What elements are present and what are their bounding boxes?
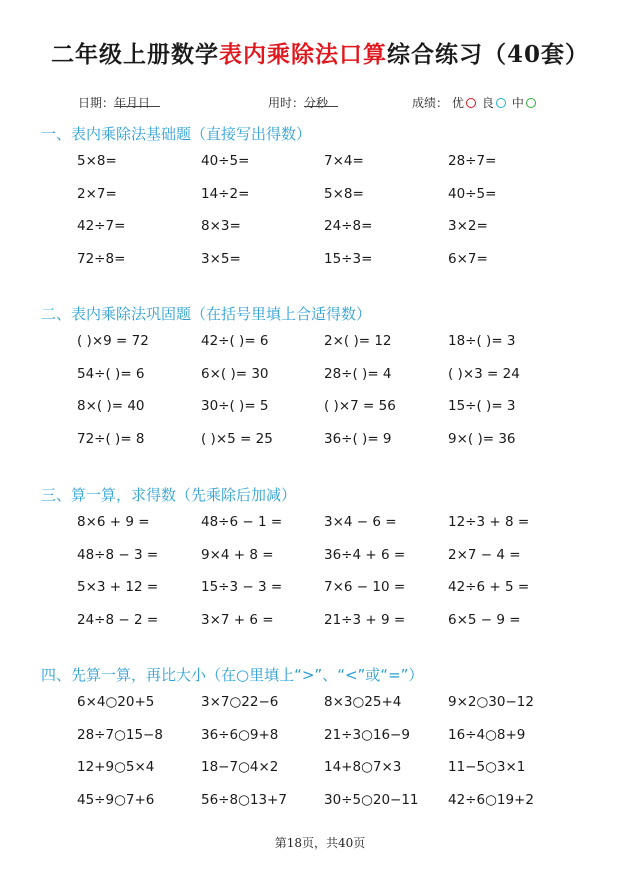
math-problem: 16÷4○8+9	[448, 726, 526, 743]
math-problem: 9×( )= 36	[448, 430, 516, 447]
problem-row	[0, 547, 640, 569]
math-problem: 12+9○5×4	[77, 759, 155, 775]
math-problem: 42÷6○19+2	[448, 791, 534, 808]
problem-row	[0, 431, 640, 453]
math-problem: 72÷8=	[77, 250, 126, 267]
math-problem: 2×( )= 12	[324, 333, 392, 349]
day-blank[interactable]	[138, 94, 160, 107]
math-problem: 2×7 − 4 =	[448, 546, 521, 563]
math-problem: ( )×3 = 24	[448, 365, 520, 382]
math-problem: 48÷8 − 3 =	[77, 546, 159, 563]
section-title: 三、算一算，求得数（先乘除后加减）	[41, 486, 297, 504]
title-part-3: 综合练习（40套）	[386, 41, 589, 68]
problem-row	[0, 366, 640, 388]
math-problem: 15÷3 − 3 =	[201, 579, 283, 595]
math-problem: 8×6 + 9 =	[77, 514, 150, 530]
grade-label: 良	[481, 96, 494, 110]
math-problem: 6×4○20+5	[77, 694, 155, 710]
year-label: 年	[114, 96, 127, 110]
math-problem: 18÷( )= 3	[448, 333, 516, 349]
math-problem: 15÷( )= 3	[448, 398, 516, 414]
math-problem: 36÷( )= 9	[324, 430, 392, 447]
math-problem: 2×7=	[77, 185, 117, 202]
math-problem: 7×6 − 10 =	[324, 579, 406, 595]
section-title: 二、表内乘除法巩固题（在括号里填上合适得数）	[41, 305, 372, 323]
problem-row	[0, 186, 640, 208]
math-problem: 12÷3 + 8 =	[448, 514, 530, 530]
problem-row	[0, 759, 640, 781]
math-problem: 28÷( )= 4	[324, 365, 392, 382]
grade-option[interactable]	[452, 96, 476, 110]
second-blank[interactable]	[316, 94, 338, 107]
problem-row	[0, 251, 640, 273]
math-problem: 56÷8○13+7	[201, 791, 287, 808]
math-problem: 45÷9○7+6	[77, 791, 155, 808]
page-number: 第18页，共40页	[274, 836, 366, 850]
grade-label: 优	[451, 96, 464, 110]
math-problem: 8×( )= 40	[77, 398, 145, 414]
math-problem: 8×3○25+4	[324, 694, 402, 710]
grade-option[interactable]	[482, 96, 506, 110]
section-title: 一、表内乘除法基础题（直接写出得数）	[41, 125, 312, 143]
math-problem: 48÷6 − 1 =	[201, 514, 283, 530]
problem-row	[0, 727, 640, 749]
grade-options	[452, 96, 542, 110]
math-problem: 3×4 − 6 =	[324, 514, 397, 530]
score-field	[412, 94, 542, 111]
math-problem: 9×4 + 8 =	[201, 546, 274, 563]
math-problem: 5×8=	[324, 185, 364, 202]
math-problem: 5×8=	[77, 153, 117, 169]
math-problem: 36÷4 + 6 =	[324, 546, 406, 563]
math-problem: 14+8○7×3	[324, 759, 402, 775]
math-problem: 42÷7=	[77, 218, 126, 234]
math-problem: ( )×5 = 25	[201, 430, 273, 447]
math-problem: 21÷3○16−9	[324, 726, 410, 743]
grade-circle-icon[interactable]	[526, 98, 536, 108]
math-problem: 42÷6 + 5 =	[448, 579, 530, 595]
math-problem: 3×7○22−6	[201, 694, 279, 710]
math-problem: 15÷3=	[324, 250, 373, 267]
math-problem: 28÷7=	[448, 153, 497, 169]
grade-circle-icon[interactable]	[466, 98, 476, 108]
math-problem: 7×4=	[324, 153, 364, 169]
math-problem: ( )×7 = 56	[324, 398, 396, 414]
problem-row	[0, 398, 640, 420]
math-problem: 3×7 + 6 =	[201, 611, 274, 628]
math-problem: 3×5=	[201, 250, 241, 267]
math-problem: 42÷( )= 6	[201, 333, 269, 349]
math-problem: 14÷2=	[201, 185, 250, 202]
math-problem: 21÷3 + 9 =	[324, 611, 406, 628]
problem-row	[0, 333, 640, 355]
time-label: 用时：	[268, 96, 305, 110]
problem-row	[0, 694, 640, 716]
math-problem: 72÷( )= 8	[77, 430, 145, 447]
math-problem: 30÷5○20−11	[324, 791, 419, 808]
date-field	[78, 94, 150, 111]
page-title	[0, 36, 640, 69]
math-problem: 28÷7○15−8	[77, 726, 163, 743]
math-problem: 5×3 + 12 =	[77, 579, 159, 595]
grade-circle-icon[interactable]	[496, 98, 506, 108]
math-problem: 8×3=	[201, 218, 241, 234]
date-label: 日期：	[78, 96, 115, 110]
title-part-2-highlight: 表内乘除法口算	[218, 41, 387, 68]
math-problem: 6×7=	[448, 250, 488, 267]
math-problem: 54÷( )= 6	[77, 365, 145, 382]
score-label: 成绩：	[412, 96, 449, 110]
month-label: 月	[126, 96, 139, 110]
math-problem: 30÷( )= 5	[201, 398, 269, 414]
day-label: 日	[138, 96, 151, 110]
math-problem: 11−5○3×1	[448, 759, 526, 775]
problem-row	[0, 792, 640, 814]
second-label: 秒	[316, 96, 329, 110]
math-problem: 36÷6○9+8	[201, 726, 279, 743]
math-problem: 3×2=	[448, 218, 488, 234]
math-problem: 9×2○30−12	[448, 694, 534, 710]
grade-option[interactable]	[512, 96, 536, 110]
math-problem: 18−7○4×2	[201, 759, 279, 775]
problem-row	[0, 514, 640, 536]
problem-row	[0, 218, 640, 240]
math-problem: 24÷8=	[324, 218, 373, 234]
title-part-1: 二年级上册数学	[50, 41, 219, 68]
problem-row	[0, 579, 640, 601]
math-problem: 6×5 − 9 =	[448, 611, 521, 628]
time-field	[268, 94, 328, 111]
grade-label: 中	[511, 96, 524, 110]
problem-row	[0, 153, 640, 175]
math-problem: 40÷5=	[448, 185, 497, 202]
section-title: 四、先算一算，再比大小（在○里填上“>”、“<”或“=”）	[41, 666, 424, 684]
math-problem: 24÷8 − 2 =	[77, 611, 159, 628]
problem-row	[0, 612, 640, 634]
math-problem: 40÷5=	[201, 153, 250, 169]
minute-label: 分	[304, 96, 317, 110]
math-problem: ( )×9 = 72	[77, 333, 149, 349]
math-problem: 6×( )= 30	[201, 365, 269, 382]
